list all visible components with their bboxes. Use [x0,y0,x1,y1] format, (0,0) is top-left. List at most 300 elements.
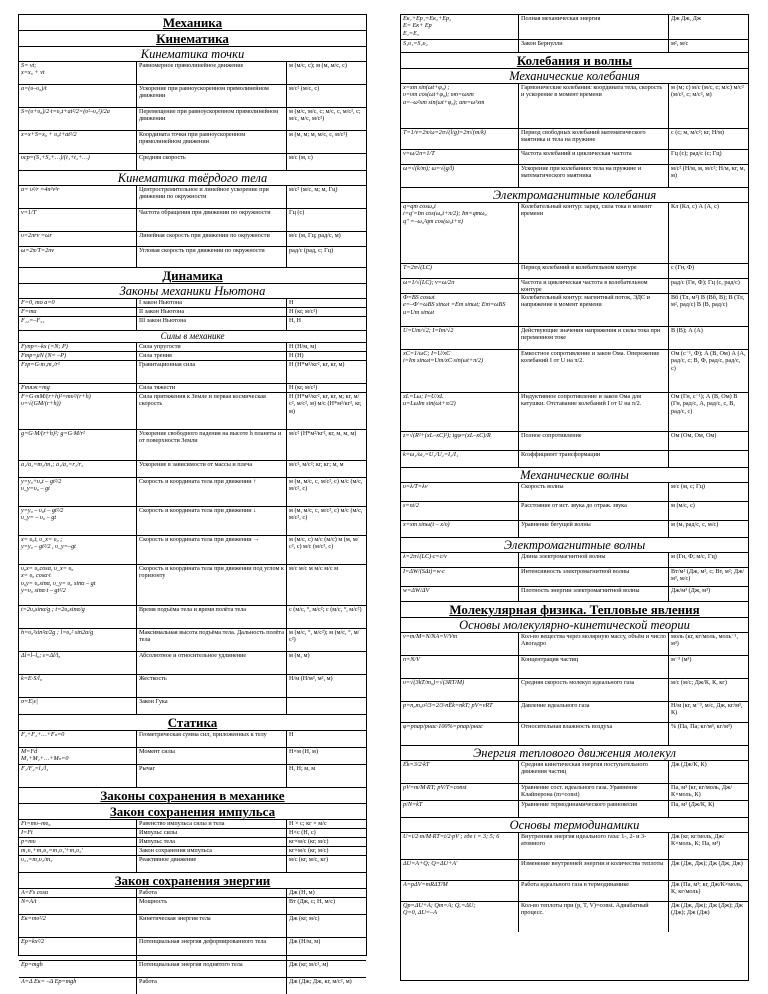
units-cell: Гц (с); рад/с (с; Гц) [671,150,722,157]
formula-row [401,165,748,188]
formula-cell [401,633,519,655]
formula-row [401,84,748,129]
formula-line: υ_y=υ₀ – gt [21,485,50,493]
formula-row [19,820,366,829]
formula-cell [401,264,519,278]
units-cell: Н×м (Н, м) [289,748,319,755]
units-cell: с (с; м, м/с²; кг, Н/м) [671,129,724,136]
formula-line: υ=√(3kT/m₀)=√(3RT/M) [403,679,465,686]
subsection-heading: Основы термодинамики [401,818,748,833]
units-cell: кг×м/с (кг, м/с) [289,838,329,845]
description-cell: Сила упругости [137,343,287,351]
formula-cell [19,838,137,846]
units-cell: Н, Н; м, м [289,765,316,772]
formula-line: ν=ω/2π=1/T [403,150,435,157]
units-cell: м (м/с, с); м (м, м/с, с) [289,62,347,69]
formula-row [19,308,366,317]
description-cell: Скорость и координата тела при движении ↑ [137,478,287,506]
description-cell: Сила тяжести [137,384,287,392]
formula-line: U=i/2·m/M·RT=i/2·pV ; где i = 3; 5; 6 [403,833,500,840]
units-cell: м (м, м) [289,652,310,659]
subsection-heading: Электромагнитные колебания [401,188,748,203]
description-cell: Геометрическая сумма сил, приложенных к телу [137,731,287,747]
formula-row [401,860,748,881]
formula-cell [19,961,137,977]
units-cell: м (м, рад/с, с, м/с) [671,521,719,528]
formula-cell [401,702,519,722]
units-cell: Кл (Кл, с) А (А, с) [671,203,719,210]
description-cell: Скорость и координата тела при движении → [137,536,287,564]
description-cell: Изменение внутренней энергии и количества теплоты [519,860,669,880]
formula-line: a=(υ–υ₀)/t [21,85,47,92]
units-cell: Вб (Тл, м²) В (Вб, В); В (Тл, м², рад/с) В (В, рад/с) [671,294,745,309]
section-heading: Закон сохранения энергии [19,873,366,889]
units-cell: м/с (м, с) [289,154,313,161]
formula-row [19,232,366,247]
formula-row [401,129,748,150]
formula-line: U=Um/√2; I=Im/√2 [403,327,454,334]
formula-cell [19,384,137,392]
formula-cell [401,84,519,128]
units-cell: Дж (Дж, Дж); Дж (Дж, Дж) [671,860,743,867]
formula-row [19,748,366,765]
description-cell: Закон Гука [137,698,287,714]
formula-cell [19,317,137,330]
formula-line: Δl=l–l₀; ε=Δl/l₀ [21,652,61,659]
formula-cell [401,129,519,149]
units-cell: Н (Н) [289,352,304,359]
description-cell: Равномерное прямолинейное движение [137,62,287,84]
formula-line: k=ω₁/ω₂=U₁/U₂=I₂/I₁ [403,451,459,458]
formula-row [401,633,748,656]
units-cell: м (Гн, Ф; м/с, Гц) [671,553,717,560]
formula-row [401,881,748,902]
formula-line: x= υ₀ cosα·t [21,572,51,580]
formula-row [19,186,366,209]
formula-line: ω=√(k/m); ω=√(g/l) [403,165,455,172]
section-heading: Закон сохранения импульса [19,804,366,820]
formula-cell [19,209,137,231]
description-cell: III закон Ньютона [137,317,287,330]
section-heading: Механика [19,15,366,31]
formula-cell [401,483,519,501]
formula-line: υ=λ/T=λν [403,483,428,490]
formula-cell [19,352,137,360]
formula-cell [19,675,137,697]
formula-row [19,317,366,331]
formula-row [401,801,748,818]
formula-cell [19,536,137,564]
formula-line: x=xm sinω(t – x/υ) [403,521,450,528]
formula-cell [19,343,137,351]
formula-line: xC=1/ωC; I=U/xC [403,350,451,357]
description-cell: Угловая скорость при движении по окружности [137,247,287,267]
units-cell: Н (Н*м²/кг², кг, кг, м) [289,361,345,368]
description-cell: Плотность энергии электромагнитной волны [519,587,669,601]
formula-line: u=Um sinωt [403,308,435,316]
formula-cell [19,131,137,153]
description-cell: Импульс тела [137,838,287,846]
description-cell: Период свободных колебаний математического маятника и тела на пружине [519,129,669,149]
description-cell: Реактивное движение [137,856,287,872]
formula-cell [19,247,137,267]
description-cell: Линейная скорость при движении по окружности [137,232,287,246]
formula-line: a= υ²/r =4π²ν²r [21,186,60,193]
units-cell: % (Па, Па; кг/м³, кг/м³) [671,723,732,730]
formula-row [19,209,366,232]
units-cell: м (м/с, с) [671,502,695,509]
units-cell: м², м/с [671,40,689,47]
units-cell: Н (Н*м²/кг², кг, кг, м; кг, м/с², м/с², м) м/с (Н*м²/кг², кг, м) [289,393,362,415]
formula-line: N=A/t [21,898,37,905]
formula-cell [401,165,519,187]
units-cell: Вт (Дж, с; Н, м/с) [289,898,336,905]
formula-cell [19,299,137,307]
formula-row [19,829,366,838]
formula-row [401,902,748,932]
units-cell: Дж (Н/м, м) [289,938,321,945]
formula-cell [19,154,137,170]
formula-row [401,502,748,521]
units-cell: с (Гн, Ф) [671,264,695,271]
formula-row [401,833,748,860]
description-cell: Мощность [137,898,287,914]
formula-cell [19,308,137,316]
formula-line: p/N=kT [403,801,423,808]
description-cell: Частота обращения при движении по окружности [137,209,287,231]
units-cell: Ом (с⁻¹, Ф); А (В, Ом) А (А, рад/с, с; В, Ф, рад/с, рад/с, с) [671,350,746,372]
units-cell: с (м/с, °, м/с²; с (м/с, °, м/с²) [289,606,362,613]
formula-cell [19,606,137,628]
formula-cell [401,902,519,932]
description-cell: Кол-во вещества через молярную массу, объём и число Авогадро [519,633,669,655]
formula-cell [401,679,519,701]
formula-line: S= vt; [21,62,37,69]
formula-cell [401,15,519,39]
description-cell: Полная механическая энергия [519,15,669,39]
formula-row [19,62,366,85]
units-cell: м (м, м; м, м/с, с, м/с²) [289,131,348,138]
formula-line: F=ma [21,308,37,315]
formula-row [19,131,366,154]
units-cell: рад/с (Гн, Ф); Гц (с, рад/с) [671,279,740,286]
formula-line: S₁υ₁=S₂υ₂ [403,40,428,47]
units-cell: Ом (Гн, с⁻¹); А (В, Ом) В (Гн, рад/с, А, рад/с, с, В, рад/с, с) [671,393,738,415]
formula-line: A=Δ Eк= –Δ Eр=mgh [21,978,77,985]
formula-row [19,765,366,788]
description-cell: Ускорение при колебаниях тела на пружине и математического маятника [519,165,669,187]
formula-cell [19,478,137,506]
description-cell: Скорость волны [519,483,669,501]
formula-line: υ=√(GM/(r+h)) [21,400,61,408]
units-cell: Вт/м² (Дж, м², с; Вт, м²; Дж/м³, м/с) [671,568,745,583]
description-cell: Максимальная высота подъёма тела. Дальность полёта тела [137,629,287,651]
formula-line: A=pΔV=mRΔT/M [403,881,448,888]
description-cell: Центростремительное и линейное ускорение при движении по окружности [137,186,287,208]
units-cell: Па, м³ (кг, кг/моль, Дж/К×моль, К) [671,784,733,799]
formula-row [19,915,366,938]
formula-cell [401,393,519,431]
description-cell: Полное сопротивление [519,432,669,450]
formula-cell [19,856,137,872]
formula-line: F₁₂=–F₂₁ [21,317,45,324]
formula-line: p=mυ [21,838,36,845]
group-heading: Силы в механике [19,331,366,343]
units-cell: м/с² (м/с, м; м, Гц) [289,186,338,193]
description-cell: Скорость и координата тела при движении под углом к горизонту [137,565,287,605]
units-cell: Дж (Па, м³; кг, Дж/К×моль, К, кг/моль) [671,881,743,896]
description-cell: Равенство импульса силы и тела [137,820,287,828]
formula-cell [401,833,519,859]
description-cell: Время подъёма тела и время полёта тела [137,606,287,628]
formula-line: y=υ₀ sinα·t – gt²/2 [21,587,66,595]
units-cell: Гц (с) [289,209,305,216]
formula-row [19,856,366,873]
formula-cell [19,186,137,208]
formula-line: h=υ₀²sin²α/2g ; l=υ₀² sin2α/g [21,629,94,636]
description-cell: II закон Ньютона [137,308,287,316]
units-cell: Н (кг, м/с²) [289,384,318,391]
formula-row [401,264,748,279]
description-cell: Уравнение бегущей волны [519,521,669,537]
formula-cell [401,502,519,520]
formula-line: M=Fd [21,748,38,755]
formula-cell [401,723,519,745]
formula-row [401,451,748,468]
formula-row [19,731,366,748]
formula-row [19,606,366,629]
formula-row [19,352,366,361]
formula-cell [401,568,519,586]
formula-row [19,536,366,565]
units-cell: Па, м³ (Дж/К, К) [671,801,715,808]
description-cell: Средняя кинетическая энергия поступательного движения частиц [519,761,669,783]
formula-line: Fтр=μN (N= –P) [21,352,67,359]
formula-line: t=2υ₀sinα/g ; t=2υ₀sinα/g [21,606,85,613]
description-cell: Средняя скорость [137,154,287,170]
description-cell: Средняя скорость молекул идеального газа [519,679,669,701]
formula-line: Fгр=G·m₁m₂/r² [21,361,60,368]
subsection-heading: Законы механики Ньютона [19,284,366,299]
description-cell: Координата точки при равноускоренном прямолинейном движении [137,131,287,153]
formula-row [19,299,366,308]
units-cell: Н [289,299,294,306]
formula-line: p=n₀m₀υ²/3=2/3·nĒk=nkT; pV=νRT [403,702,493,709]
description-cell: Расстояние от ист. звука до отраж. звука [519,502,669,520]
formula-cell [401,761,519,783]
description-cell: Импульс силы [137,829,287,837]
formula-row [401,203,748,264]
units-cell: м (м/с, м/с, с; м/с, с, м/с², с; м/с, м/с, м/с²) [289,108,361,123]
formula-cell [19,430,137,460]
units-cell: Дж (Дж; Дж, кг, м/с², м) [289,978,352,985]
formula-cell [19,898,137,914]
formula-line: υ₀x= υ₀cosα, υ_x= υ₀ [21,565,74,572]
formula-line: A=Fs cosα [21,889,49,896]
formula-line: Φ=BS cosωt [403,294,435,301]
formula-row [401,350,748,393]
formula-cell [19,62,137,84]
formula-row [19,629,366,652]
formula-line: E= Eк+ Eр [403,22,432,30]
right-column [400,14,749,981]
description-cell: Ускорение при равноускоренном прямолинейном движении [137,85,287,107]
formula-row [401,393,748,432]
description-cell: Сила трения [137,352,287,360]
subsection-heading: Кинематика твёрдого тела [19,171,366,186]
units-cell: м (м, м/с, с, м/с², с) м/с (м/с, м/с², с) [289,507,363,522]
units-cell: м (м, м/с, с, м/с², с) м/с (м/с, м/с², с) [289,478,363,493]
formula-cell [19,889,137,897]
description-cell: Закон Бернулли [519,40,669,52]
description-cell: Потенциальная энергия поднятого тела [137,961,287,977]
section-heading: Колебания и волны [401,53,748,69]
formula-line: ω=2π/T=2πν [21,247,55,254]
formula-line: Fупр=–kx (=N; P) [21,343,68,350]
description-cell: Кинетическая энергия тела [137,915,287,937]
formula-cell [401,350,519,392]
units-cell: моль (кг, кг/моль, моль⁻¹, м³) [671,633,739,648]
description-cell: Работа [137,889,287,897]
units-cell: Дж (Дж/К, К) [671,761,707,768]
formula-line: e=–Φ'=ωBS sinωt =Em sinωt; Em=ωBS [403,301,506,309]
formula-row [19,461,366,478]
units-cell: Н [289,731,294,738]
formula-line: n=N/V [403,656,420,663]
description-cell: Абсолютное и относительное удлинение [137,652,287,674]
formula-line: z=√(R²+(xL–xC)²); tgφ=(xL–xC)/R [403,432,491,439]
formula-row [19,675,366,698]
formula-line: u=LωIm sin(ωt+π/2) [403,400,456,408]
formula-row [401,327,748,350]
formula-row [19,393,366,430]
formula-line: ν=1/T [21,209,37,216]
units-cell: Ом (Ом, Ом, Ом) [671,432,717,439]
formula-cell [19,829,137,837]
formula-line: T=2π√(LC) [403,264,432,271]
formula-line: E₁=E₂ [403,29,420,37]
formula-line: i=q'=Im cos(ω₀t+π/2); Im=qmω₀ [403,210,487,218]
units-cell: Дж (кг, м/с) [289,915,320,922]
formula-row [19,343,366,352]
description-cell: I закон Ньютона [137,299,287,307]
formula-cell [19,915,137,937]
formula-line: M₁+M₂+…+Mₙ=0 [21,755,69,763]
units-cell: м (м/с, с) м/с (м/с) м (м, м/с², с) м/с (м/с², с) [289,536,359,551]
units-cell: Н, Н [289,317,302,324]
formula-cell [401,860,519,880]
description-cell: Частота колебаний и циклическая частота [519,150,669,164]
formula-row [401,761,748,784]
description-cell: Момент силы [137,748,287,764]
formula-line: a₁/a₂=m₂/m₁; a₁/a₂=r₁/r₂ [21,461,84,468]
units-cell [287,698,366,714]
formula-line: σ=E|ε| [21,698,38,705]
formula-line: ν=m/M=N/NA=V/Vm [403,633,458,640]
formula-line: F₁+F₂+…+Fₙ=0 [21,731,65,738]
formula-row [401,279,748,294]
formula-cell [401,521,519,537]
description-cell: Уравнение сост. идеального газа. Уравнение Клайперона (m=const) [519,784,669,800]
formula-cell [19,820,137,828]
formula-cell [19,938,137,960]
formula-row [19,108,366,131]
units-cell: Дж Дж, Дж [671,15,702,22]
formula-cell [19,232,137,246]
formula-line: F₁/F₂=l₂/l₁ [21,765,49,772]
formula-cell [19,461,137,477]
units-cell: Н × с; кг × м/с [289,820,327,827]
formula-row [401,679,748,702]
units-cell: Дж (кг, м/с², м) [289,961,329,968]
description-cell: Ускорение в зависимости от массы и плеча [137,461,287,477]
formula-row [19,847,366,856]
formula-line: υср=(S₁+S₂+…)/(t₁+t₂+…) [21,154,90,161]
formula-row [401,656,748,679]
formula-line: Ēk=3/2·kT [403,761,430,768]
formula-cell [19,361,137,383]
description-cell: Относительная влажность воздуха [519,723,669,745]
formula-line: k=E·S/l₀ [21,675,42,682]
units-cell: Дж (Н, м) [289,889,315,896]
formula-line: x=x+S=x₀ + υ₀t+at²/2 [21,131,77,138]
subsection-heading: Энергия теплового движения молекул [401,746,748,761]
formula-cell [401,40,519,52]
left-column [18,14,367,985]
description-cell: Коэффициент трансформации [519,451,669,467]
formula-cell [401,656,519,678]
formula-row [19,889,366,898]
formula-cell [401,451,519,467]
formula-row [401,294,748,327]
formula-row [19,978,366,994]
formula-row [401,723,748,746]
formula-line: m₁υ₁+m₂υ₂=m₁υ₁'+m₂υ₂' [21,847,83,854]
formula-line: S=(υ+υ₀)/2·t=υ₀t+at²/2=(υ²–υ₀²)/2a [21,108,110,115]
subsection-heading: Электромагнитные волны [401,538,748,553]
units-cell: м/с², м/с²; кг, кг; м, м [289,461,344,468]
description-cell: Кол-во теплоты при (p, T, V)=const. Адиабатный процесс. [519,902,669,932]
description-cell: Период колебаний в колебательном контуре [519,264,669,278]
formula-row [19,361,366,384]
units-cell: м/с м/с м м/с м/с м [289,565,339,572]
formula-line: Q=0, ΔU=–A [403,909,437,917]
formula-row [401,553,748,568]
units-cell: Н (Н/м, м) [289,343,317,350]
formula-row [401,150,748,165]
formula-line: Eк₁+Eр₁=Eк₂+Eр₂ [403,15,452,22]
description-cell: Колебательный контур: магнитный поток, ЭДС и напряжение в момент времени [519,294,669,326]
units-cell: Дж/м³ (Дж, м³) [671,587,711,594]
section-heading: Законы сохранения в механике [19,788,366,804]
description-cell: Колебательный контур: заряд, сила тока в момент времени [519,203,669,263]
formula-line: υ=2πrν =ωr [21,232,52,239]
formula-cell [19,108,137,130]
units-cell: м/с² (Н*м²/кг², кг, м, м, м) [289,430,357,437]
description-cell: Скорость и координата тела при движении ↓ [137,507,287,535]
units-cell: м (м; с) м/с (м/с, с; м/с) м/с² (м/с², с; м/с², м) [671,84,744,99]
description-cell: Потенциальная энергия деформированного тела [137,938,287,960]
formula-cell [19,393,137,429]
subsection-heading: Кинематика точки [19,47,366,62]
formula-row [19,898,366,915]
formula-row [19,698,366,715]
subsection-heading: Механические колебания [401,69,748,84]
formula-row [401,784,748,801]
units-cell: м/с (м, Гц; рад/с, м) [289,232,341,239]
formula-cell [401,801,519,817]
formula-line: x=x₀ + vt [21,69,45,77]
